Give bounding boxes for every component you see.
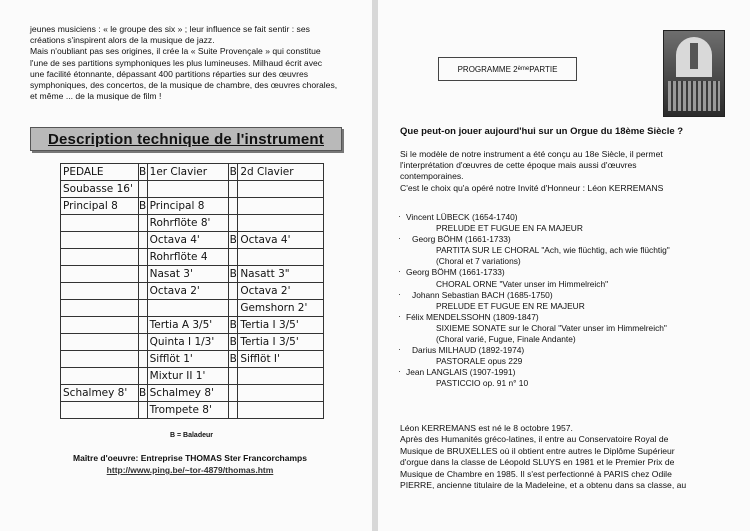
stop-cell: Octava 2' bbox=[147, 283, 229, 300]
intro-text bbox=[30, 24, 360, 102]
programme-composer bbox=[398, 312, 738, 323]
table-row bbox=[61, 402, 324, 419]
stop-cell: Tertia I 3/5' bbox=[238, 334, 324, 351]
baladeur-cell bbox=[229, 368, 238, 385]
programme-work: SIXIEME SONATE sur le Choral "Vater unser im Himmelreich" bbox=[436, 322, 667, 333]
programme-list bbox=[398, 212, 738, 390]
baladeur-cell: B bbox=[138, 164, 147, 181]
stop-cell bbox=[61, 351, 139, 368]
table-row bbox=[61, 334, 324, 351]
stop-cell bbox=[238, 385, 324, 402]
builder-link[interactable]: http://www.ping.be/~tor-4879/thomas.htm bbox=[106, 465, 274, 475]
table-row bbox=[61, 232, 324, 249]
bullet-icon: · bbox=[398, 366, 401, 377]
bio-line: PIERRE, ancienne titulaire de la Madeleine, et a obtenu dans sa classe, au bbox=[400, 480, 687, 491]
baladeur-cell bbox=[138, 249, 147, 266]
table-row bbox=[61, 283, 324, 300]
stop-cell bbox=[61, 232, 139, 249]
baladeur-cell bbox=[229, 215, 238, 232]
intro-line: symphoniques, des concertos, de la musique de chambre, des œuvres chorales, bbox=[30, 80, 338, 91]
organ-photo-statue bbox=[690, 43, 698, 69]
right-page bbox=[378, 0, 750, 531]
stop-cell bbox=[61, 334, 139, 351]
organ-stops-table bbox=[60, 163, 324, 419]
body-line: C'est le choix qu'a opéré notre Invité d'Honneur : Léon KERREMANS bbox=[400, 182, 664, 193]
stop-cell: Trompete 8' bbox=[147, 402, 229, 419]
programme-tail: PARTIE bbox=[529, 64, 558, 74]
table-row bbox=[61, 385, 324, 402]
programme-work: PRELUDE ET FUGUE EN FA MAJEUR bbox=[436, 223, 583, 234]
baladeur-cell: B bbox=[229, 317, 238, 334]
intro-line: créations s'inspirent alors de la musique de jazz. bbox=[30, 35, 215, 46]
programme-work: (Choral et 7 variations) bbox=[436, 256, 521, 267]
stop-cell bbox=[61, 266, 139, 283]
composer-name: Georg BÖHM (1661-1733) bbox=[412, 234, 511, 245]
table-row bbox=[61, 198, 324, 215]
baladeur-cell bbox=[138, 351, 147, 368]
baladeur-cell: B bbox=[229, 351, 238, 368]
programme-work: (Choral varié, Fugue, Finale Andante) bbox=[436, 334, 576, 345]
programme-work: PASTICCIO op. 91 n° 10 bbox=[436, 378, 529, 389]
baladeur-cell: B bbox=[138, 198, 147, 215]
composer-name: Félix MENDELSSOHN (1809-1847) bbox=[406, 311, 539, 322]
stop-cell bbox=[238, 368, 324, 385]
stop-cell bbox=[238, 249, 324, 266]
baladeur-cell bbox=[138, 334, 147, 351]
table-row bbox=[61, 181, 324, 198]
stop-cell bbox=[61, 215, 139, 232]
baladeur-cell bbox=[138, 232, 147, 249]
stop-cell bbox=[147, 181, 229, 198]
baladeur-cell bbox=[229, 181, 238, 198]
composer-name: Darius MILHAUD (1892-1974) bbox=[412, 345, 525, 356]
bullet-icon: · bbox=[398, 211, 401, 221]
baladeur-cell bbox=[138, 266, 147, 283]
baladeur-cell: B bbox=[229, 232, 238, 249]
baladeur-cell: B bbox=[138, 385, 147, 402]
stop-cell bbox=[61, 283, 139, 300]
stop-cell: Mixtur II 1' bbox=[147, 368, 229, 385]
programme-box bbox=[438, 57, 577, 81]
baladeur-cell: B bbox=[229, 266, 238, 283]
baladeur-cell bbox=[229, 283, 238, 300]
body-line: l'interprétation d'œuvres de cette époque mais aussi d'œuvres bbox=[400, 160, 637, 171]
stop-cell: PEDALE bbox=[61, 164, 139, 181]
stop-cell: Octava 4' bbox=[238, 232, 324, 249]
builder-name: Maître d'oeuvre: Entreprise THOMAS Ster Francorchamps bbox=[73, 453, 307, 463]
bullet-icon: · bbox=[398, 344, 401, 355]
stop-cell bbox=[238, 181, 324, 198]
bullet-icon: · bbox=[398, 288, 401, 299]
bio-line: Musique de Chambre en 1985. Il s'est perfectionné à PARIS chez Odile bbox=[400, 468, 672, 479]
biography bbox=[400, 423, 730, 491]
stop-cell: Tertia A 3/5' bbox=[147, 317, 229, 334]
baladeur-cell bbox=[229, 300, 238, 317]
stop-cell: Nasatt 3" bbox=[238, 266, 324, 283]
builder-credit bbox=[40, 453, 340, 475]
baladeur-cell: B bbox=[229, 334, 238, 351]
stop-cell: Tertia I 3/5' bbox=[238, 317, 324, 334]
table-row bbox=[61, 300, 324, 317]
baladeur-cell bbox=[229, 402, 238, 419]
programme-work: PARTITA SUR LE CHORAL "Ach, wie flüchtig, ach wie flüchtig" bbox=[436, 245, 670, 256]
stop-cell: Schalmey 8' bbox=[61, 385, 139, 402]
intro-line: Mais n'oubliant pas ses origines, il crée la « Suite Provençale » qui constitue bbox=[30, 46, 321, 57]
stop-cell: Rohrflöte 4 bbox=[147, 249, 229, 266]
section-heading-text: Description technique de l'instrument bbox=[47, 130, 324, 148]
programme-composer bbox=[398, 345, 738, 356]
stop-cell: Principal 8 bbox=[147, 198, 229, 215]
stop-cell: Principal 8 bbox=[61, 198, 139, 215]
stop-cell bbox=[61, 300, 139, 317]
bullet-icon: · bbox=[398, 266, 401, 277]
table-row bbox=[61, 266, 324, 283]
baladeur-cell bbox=[229, 249, 238, 266]
table-row bbox=[61, 351, 324, 368]
intro-line: une facilité étonnante, dépassant 400 partitions réparties sur des œuvres bbox=[30, 68, 309, 79]
table-row bbox=[61, 249, 324, 266]
stop-cell: Soubasse 16' bbox=[61, 181, 139, 198]
intro-paragraph bbox=[400, 149, 730, 194]
bio-line: Après des Humanités gréco-latines, il entre au Conservatoire Royal de bbox=[400, 434, 669, 445]
baladeur-cell bbox=[138, 402, 147, 419]
composer-name: Jean LANGLAIS (1907-1991) bbox=[406, 367, 516, 378]
baladeur-cell bbox=[138, 368, 147, 385]
intro-line: l'une de ses partitions symphoniques les plus lumineuses. Milhaud écrit avec bbox=[30, 57, 323, 68]
baladeur-cell bbox=[138, 215, 147, 232]
programme-work: CHORAL ORNE "Vater unser im Himmelreich" bbox=[436, 278, 609, 289]
table-row bbox=[61, 317, 324, 334]
programme-composer bbox=[398, 267, 738, 278]
table-row bbox=[61, 368, 324, 385]
body-line: Si le modèle de notre instrument a été conçu au 18e Siècle, il permet bbox=[400, 149, 663, 159]
stop-cell bbox=[238, 215, 324, 232]
baladeur-cell: B bbox=[229, 164, 238, 181]
intro-line: jeunes musiciens : « le groupe des six » ; leur influence se fait sentir : ses bbox=[30, 24, 310, 34]
composer-name: Vincent LÜBECK (1654-1740) bbox=[406, 212, 518, 222]
programme-work: PASTORALE opus 229 bbox=[436, 356, 523, 367]
programme-composer bbox=[398, 212, 738, 223]
composer-name: Johann Sebastian BACH (1685-1750) bbox=[412, 289, 553, 300]
stop-cell: Octava 2' bbox=[238, 283, 324, 300]
stop-cell: Schalmey 8' bbox=[147, 385, 229, 402]
organ-photo bbox=[663, 30, 725, 117]
organ-photo-pipes bbox=[668, 81, 720, 111]
stop-cell: Octava 4' bbox=[147, 232, 229, 249]
baladeur-cell bbox=[138, 283, 147, 300]
baladeur-cell bbox=[138, 181, 147, 198]
programme-composer bbox=[398, 234, 738, 245]
table-row bbox=[61, 215, 324, 232]
baladeur-cell bbox=[138, 317, 147, 334]
composer-name: Georg BÖHM (1661-1733) bbox=[406, 267, 505, 278]
stop-cell: Quinta I 1/3' bbox=[147, 334, 229, 351]
bio-line: d'orgue dans la classe de Léopold SLUYS en 1981 et le Premier Prix de bbox=[400, 457, 675, 468]
programme-label: PROGRAMME 2 bbox=[457, 64, 518, 74]
programme-work: PRELUDE ET FUGUE EN RE MAJEUR bbox=[436, 300, 585, 311]
stop-cell: Sifflöt 1' bbox=[147, 351, 229, 368]
stop-cell bbox=[238, 402, 324, 419]
bio-line: Léon KERREMANS est né le 8 octobre 1957. bbox=[400, 423, 573, 433]
baladeur-cell bbox=[229, 198, 238, 215]
section-heading bbox=[30, 127, 342, 151]
programme-composer bbox=[398, 367, 738, 378]
table-row bbox=[61, 164, 324, 181]
stop-cell bbox=[61, 368, 139, 385]
stop-cell: 1er Clavier bbox=[147, 164, 229, 181]
stop-cell: Sifflöt I' bbox=[238, 351, 324, 368]
stop-cell: Nasat 3' bbox=[147, 266, 229, 283]
baladeur-cell bbox=[229, 385, 238, 402]
stop-cell bbox=[61, 249, 139, 266]
programme-composer bbox=[398, 290, 738, 301]
stop-cell: 2d Clavier bbox=[238, 164, 324, 181]
intro-line: et même ... de la musique de film ! bbox=[30, 91, 162, 102]
question-heading: Que peut-on jouer aujourd'hui sur un Orgue du 18ème Siècle ? bbox=[400, 126, 684, 137]
stop-cell bbox=[238, 198, 324, 215]
baladeur-cell bbox=[138, 300, 147, 317]
stop-cell bbox=[61, 402, 139, 419]
legend: B = Baladeur bbox=[170, 432, 213, 439]
body-line: contemporaines. bbox=[400, 171, 464, 182]
stop-cell bbox=[61, 317, 139, 334]
bio-line: Musique de BRUXELLES où il obtient entre autres le Diplôme Supérieur bbox=[400, 445, 675, 456]
stop-cell: Rohrflöte 8' bbox=[147, 215, 229, 232]
bullet-icon: · bbox=[398, 233, 401, 244]
bullet-icon: · bbox=[398, 310, 401, 321]
programme-sup: ème bbox=[517, 66, 530, 72]
stop-cell bbox=[147, 300, 229, 317]
left-page bbox=[0, 0, 372, 531]
stop-cell: Gemshorn 2' bbox=[238, 300, 324, 317]
